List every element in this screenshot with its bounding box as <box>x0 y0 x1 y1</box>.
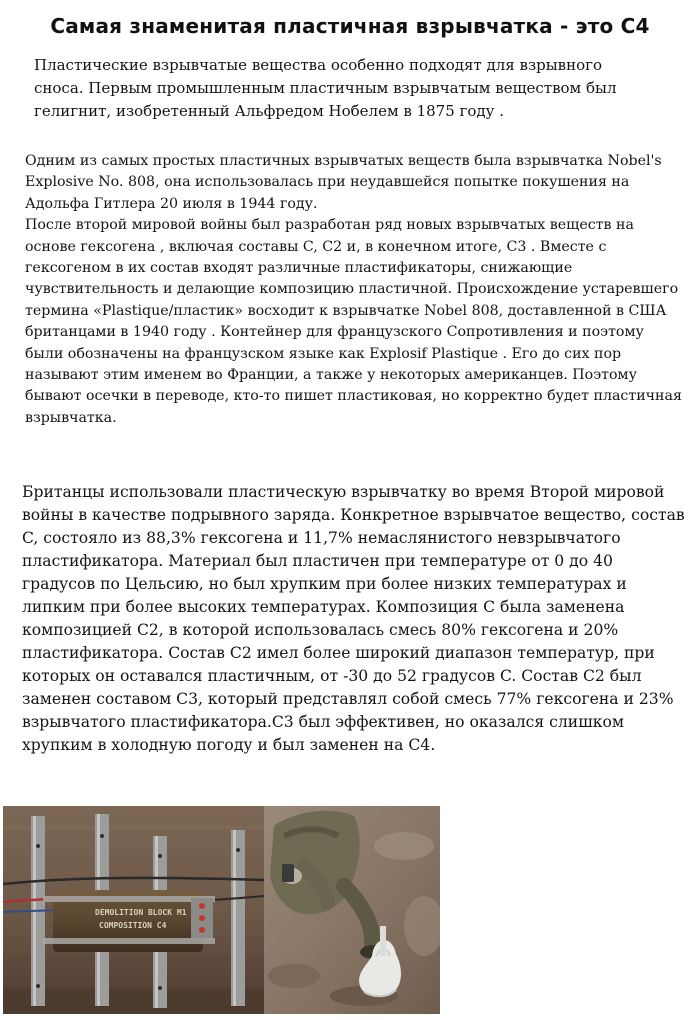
block-stencil-line2: COMPOSITION C4 <box>99 921 167 930</box>
history-paragraph-rdx: После второй мировой войны был разработан ряд новых взрывчатых веществ на основе гексогена , включая составы C, C2 и, в конечном итоге, C3 . Вместе с гексогеном в их состав входят различные пластификаторы, снижающие чувствительность и делающие композицию пластичной. Происхождение устаревшего термина «Plastique/пластик» восходит к взрывчатке Nobel 808, доставленной в США британцами в 1940 году . Контейнер для французского Сопротивления и поэтому были обозначены на французском языке как Explosif Plastique . Его до сих пор называют этим именем во Франции, а также у некоторых американцев. Поэтому бывают осечки в переводе, кто-то пишет пластиковая, но корректно будет пластичная взрывчатка. <box>25 217 682 426</box>
composition-paragraph: Британцы использовали пластическую взрывчатку во время Второй мировой войны в качестве подрывного заряда. Конкретное взрывчатое вещество, состав C, состояло из 88,3% гексогена и 11,7% немаслянистого невзрывчатого пластификатора. Материал был пластичен при температуре от 0 до 40 градусов по Цельсию, но был хрупким при более низких температурах и липким при более высоких температурах. Композиция C была заменена композицией C2, в которой использовалась смесь 80% гексогена и 20% пластификатора. Состав C2 имел более широкий диапазон температур, при которых он оставался пластичным, от -30 до 52 градусов C. Состав C2 был заменен составом C3, который представлял собой смесь 77% гексогена и 23% взрывчатого пластификатора.C3 был эффективен, но оказался слишком хрупким в холодную погоду и был заменен на C4. <box>22 483 685 754</box>
soldier-charge-photo <box>264 806 440 1014</box>
c4-block-photo <box>3 806 264 1014</box>
block-stencil-line1: DEMOLITION BLOCK M1 <box>95 908 187 917</box>
history-paragraph-808: Одним из самых простых пластичных взрывчатых веществ была взрывчатка Nobel's Explosive No. 808, она использовалась при неудавшейся попытке покушения на Адольфа Гитлера 20 июля в 1944 году. <box>25 153 662 212</box>
history-section <box>25 151 685 429</box>
page-title: Самая знаменитая пластичная взрывчатка - это С4 <box>50 14 650 38</box>
intro-paragraph: Пластические взрывчатые вещества особенно подходят для взрывного сноса. Первым промышленным пластичным взрывчатым веществом был гелигнит, изобретенный Альфредом Нобелем в 1875 году . <box>34 56 617 120</box>
